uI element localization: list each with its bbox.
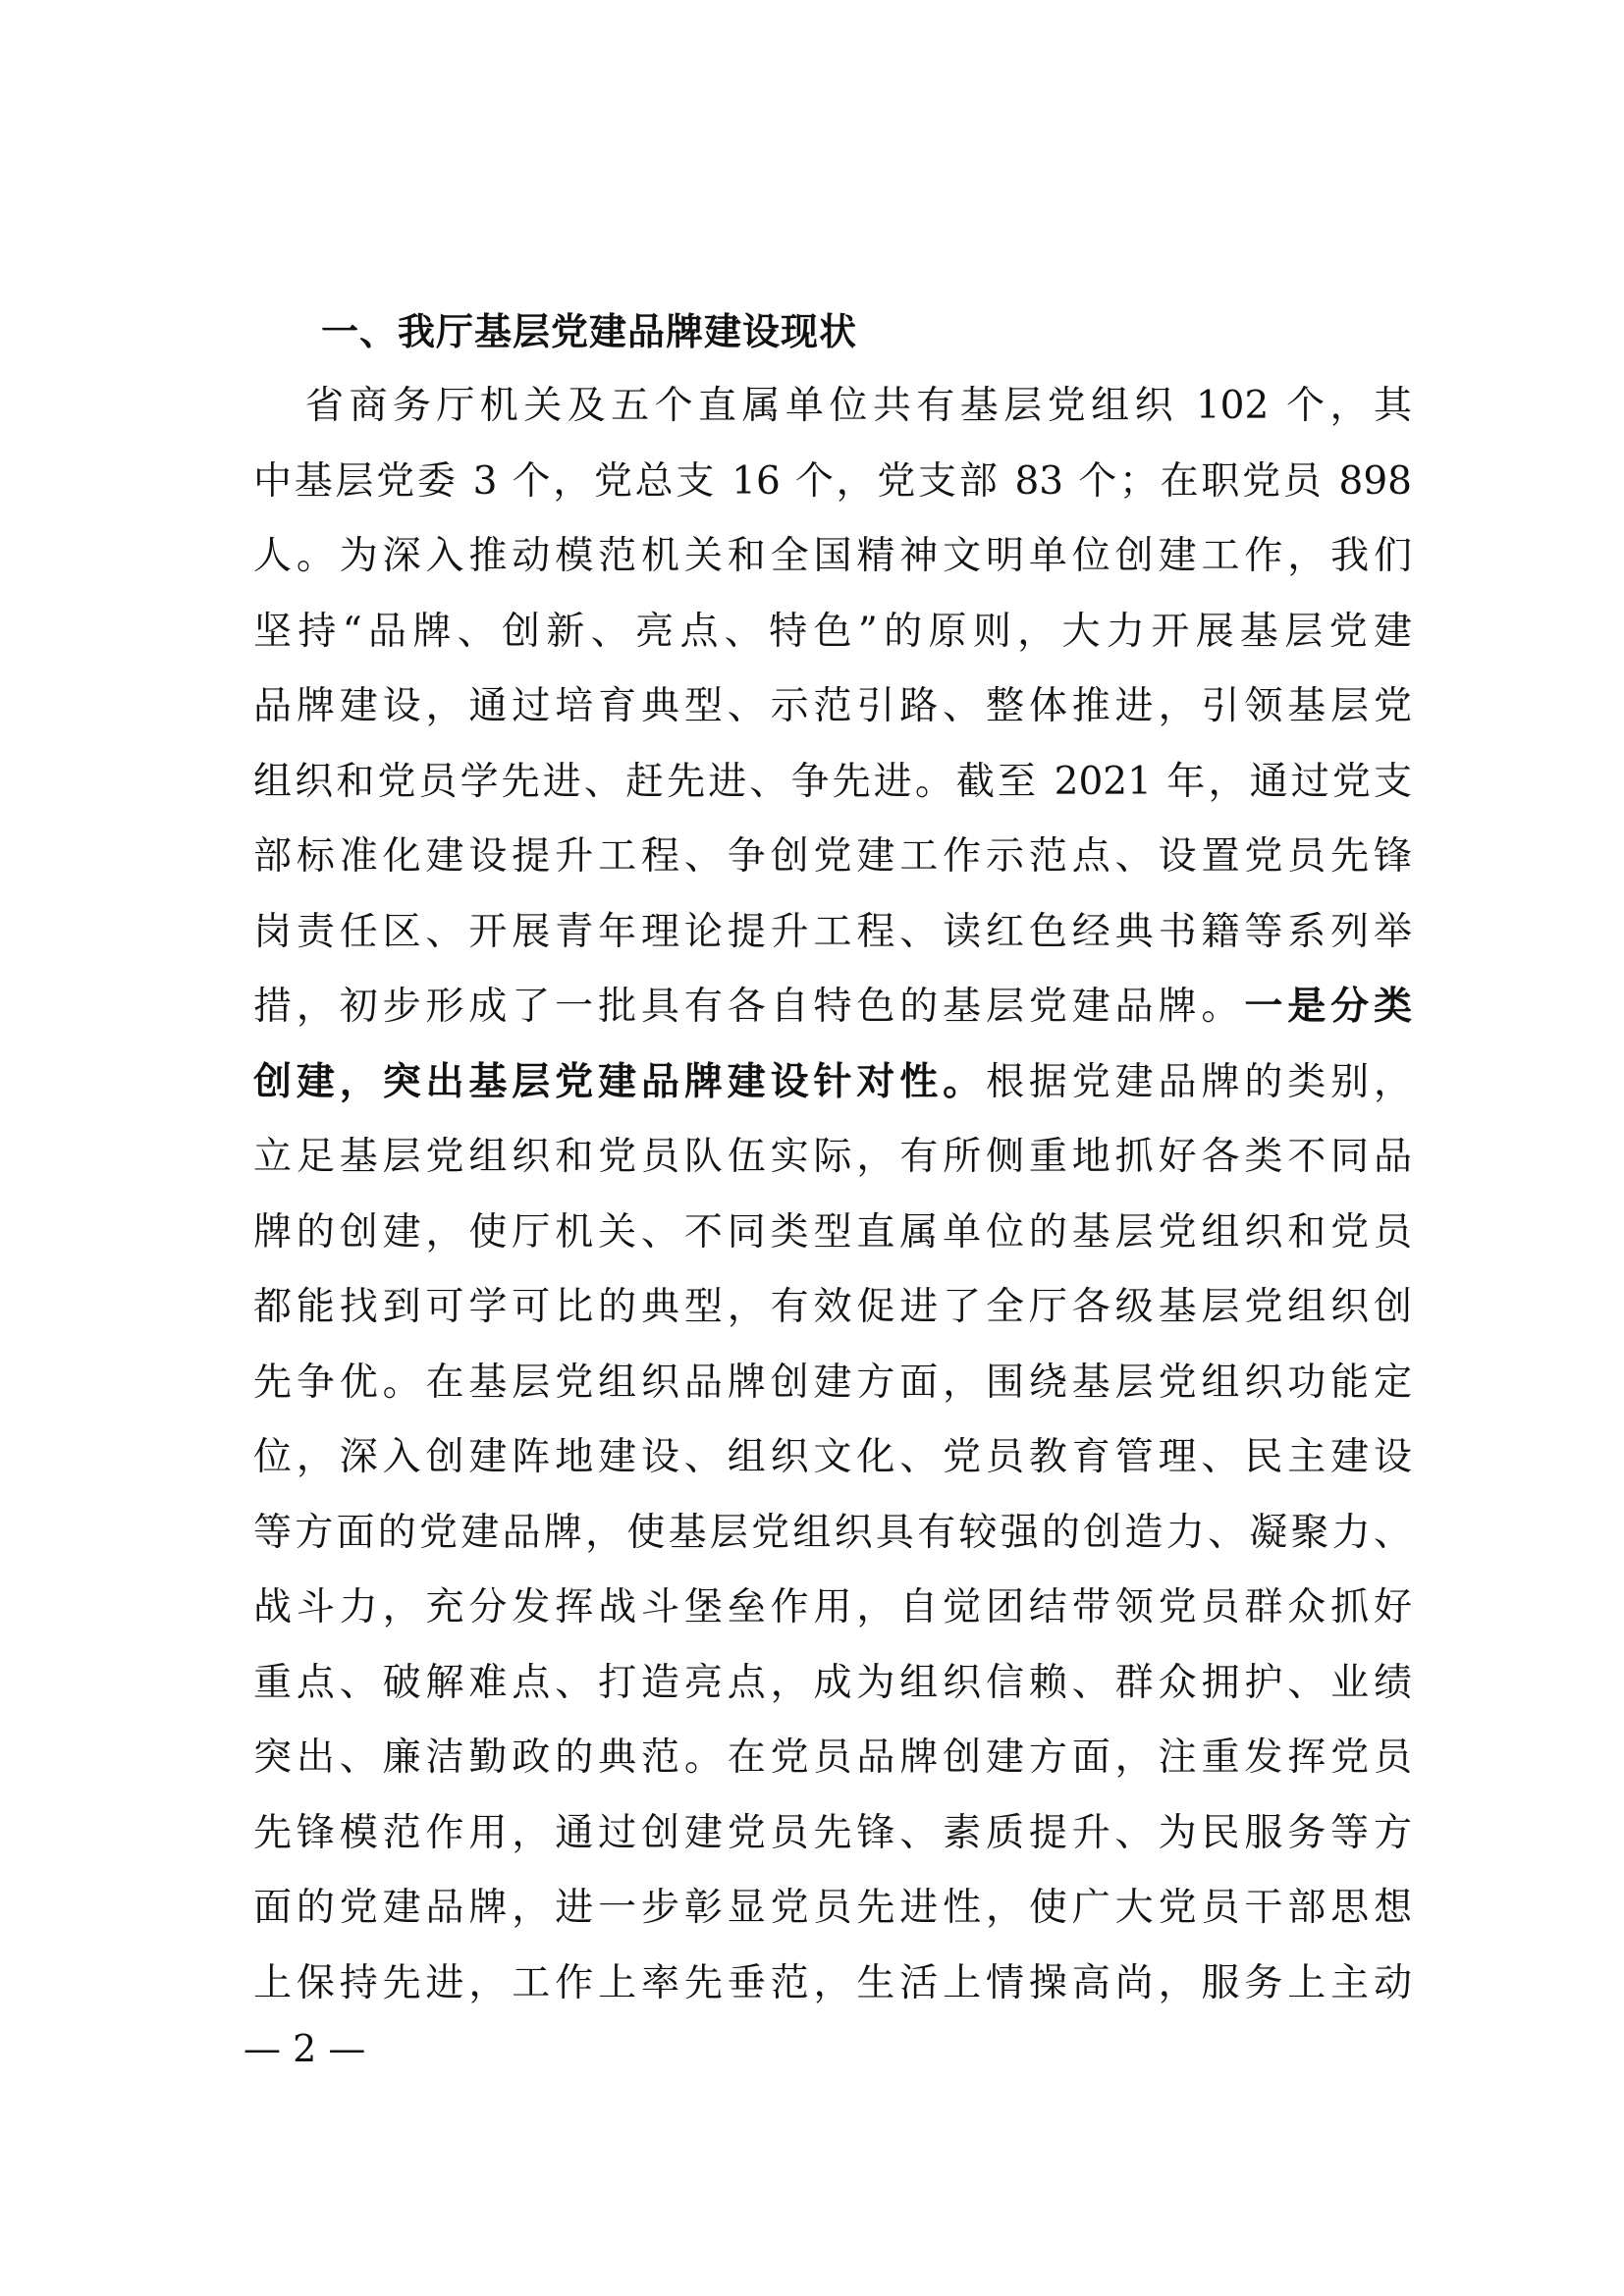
bold-text-segment: 一是分类	[1244, 985, 1412, 1029]
bold-text-segment: 创建，突出基层党建品牌建设针对性。	[253, 1059, 987, 1104]
text-line: 先锋模范作用，通过创建党员先锋、素质提升、为民服务等方	[253, 1810, 1412, 1855]
text-line: 人。为深入推动模范机关和全国精神文明单位创建工作，我们	[253, 534, 1412, 578]
text-line: 岗责任区、开展青年理论提升工程、读红色经典书籍等系列举	[253, 909, 1412, 954]
text-line: 品牌建设，通过培育典型、示范引路、整体推进，引领基层党	[253, 684, 1412, 728]
text-line: 立足基层党组织和党员队伍实际，有所侧重地抓好各类不同品	[253, 1135, 1412, 1179]
text-line: 中基层党委 3 个，党总支 16 个，党支部 83 个；在职党员 898	[253, 458, 1412, 504]
text-line: 部标准化建设提升工程、争创党建工作示范点、设置党员先锋	[253, 834, 1412, 879]
text-line: 重点、破解难点、打造亮点，成为组织信赖、群众拥护、业绩	[253, 1660, 1412, 1705]
text-line: 牌的创建，使厅机关、不同类型直属单位的基层党组织和党员	[253, 1209, 1412, 1255]
text-line: 突出、廉洁勤政的典范。在党员品牌创建方面，注重发挥党员	[253, 1735, 1412, 1780]
text-line: 战斗力，充分发挥战斗堡垒作用，自觉团结带领党员群众抓好	[253, 1585, 1412, 1629]
text-line: 都能找到可学可比的典型，有效促进了全厅各级基层党组织创	[253, 1285, 1412, 1329]
text-line: 位，深入创建阵地建设、组织文化、党员教育管理、民主建设	[253, 1435, 1412, 1479]
text-line-with-bold-end	[253, 970, 1412, 1045]
text-line: 等方面的党建品牌，使基层党组织具有较强的创造力、凝聚力、	[253, 1510, 1412, 1555]
text-line: 面的党建品牌，进一步彰显党员先进性，使广大党员干部思想	[253, 1886, 1412, 1930]
text-line: 坚持“品牌、创新、亮点、特色”的原则，大力开展基层党建	[253, 609, 1412, 654]
text-line: 上保持先进，工作上率先垂范，生活上情操高尚，服务上主动	[253, 1960, 1412, 2005]
body-text	[253, 369, 1412, 2021]
text-segment: 根据党建品牌的类别，	[986, 1059, 1412, 1104]
page-number: — 2 —	[244, 2027, 366, 2070]
text-line-with-bold-start	[253, 1045, 1412, 1121]
text-line: 省商务厅机关及五个直属单位共有基层党组织 102 个，其	[305, 384, 1412, 428]
text-line: 先争优。在基层党组织品牌创建方面，围绕基层党组织功能定	[253, 1360, 1412, 1405]
text-segment: 措，初步形成了一批具有各自特色的基层党建品牌。	[253, 985, 1245, 1029]
section-heading: 一、我厅基层党建品牌建设现状	[321, 310, 858, 353]
text-line: 组织和党员学先进、赶先进、争先进。截至 2021 年，通过党支	[253, 759, 1412, 804]
